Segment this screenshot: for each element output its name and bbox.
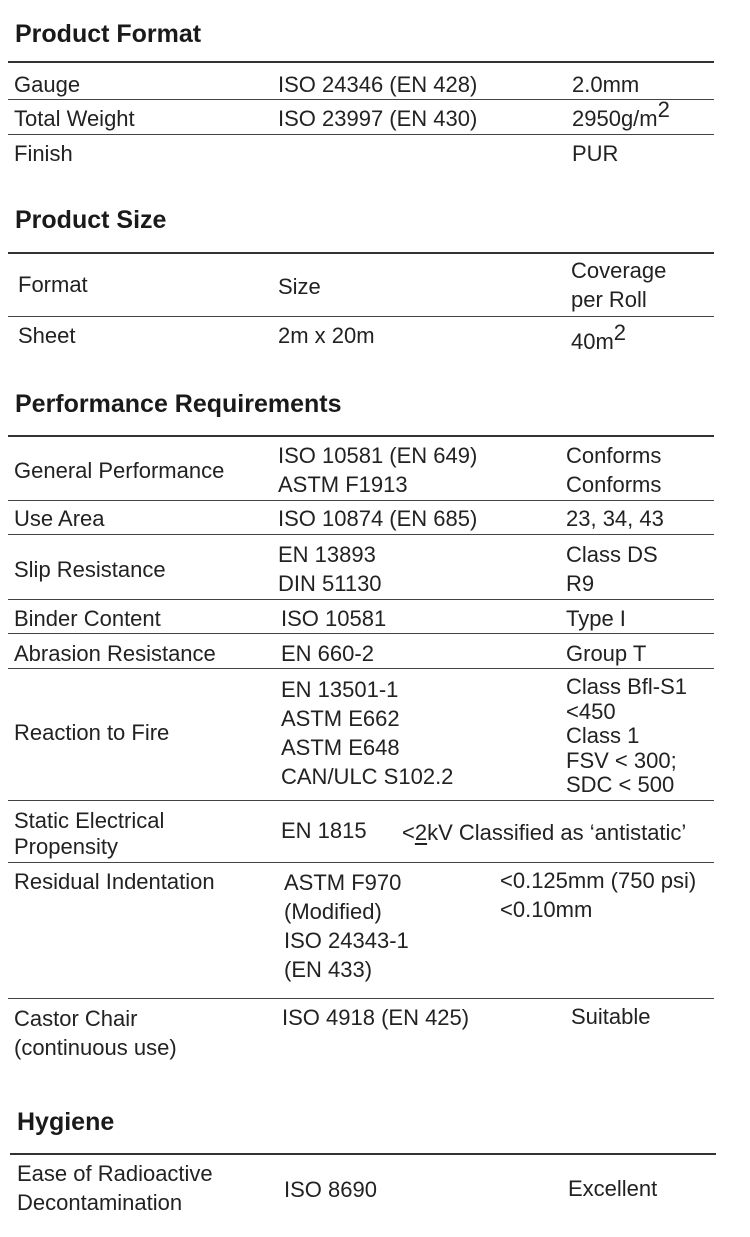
standard-item: DIN 51130 <box>278 571 382 596</box>
standard-item: EN 13893 <box>278 542 376 567</box>
superscript: 2 <box>613 320 627 345</box>
value-item: Class Bfl-S1 <box>566 674 688 699</box>
value-item: <0.10mm <box>500 897 593 922</box>
standard-list <box>281 675 453 791</box>
property-label: Gauge <box>14 72 81 97</box>
divider <box>8 99 714 100</box>
value-label: Type I <box>566 606 626 631</box>
standard-label: EN 1815 <box>281 818 367 843</box>
property-line: Static Electrical <box>14 808 165 833</box>
hygiene-heading: Hygiene <box>17 1108 115 1136</box>
property-label: Reaction to Fire <box>14 720 170 745</box>
standard-item: (EN 433) <box>284 957 373 982</box>
product-size-heading: Product Size <box>15 206 167 234</box>
value-item: Conforms <box>566 443 662 468</box>
value-list <box>566 441 661 499</box>
column-header-coverage <box>571 256 666 314</box>
property-label <box>14 808 164 860</box>
property-line: (continuous use) <box>14 1035 177 1060</box>
value-item: <450 <box>566 698 616 724</box>
standard-label: EN 660-2 <box>281 641 374 666</box>
value-label: PUR <box>572 141 619 166</box>
divider <box>8 599 714 600</box>
divider <box>8 633 714 634</box>
divider <box>8 61 714 63</box>
divider <box>8 534 714 535</box>
value-underlined: 2 <box>414 820 428 845</box>
divider <box>8 800 714 801</box>
divider <box>8 862 714 863</box>
standard-list <box>278 540 382 598</box>
property-label <box>17 1159 213 1217</box>
standard-item: ISO 24343-1 <box>284 928 409 953</box>
value-item: Class 1 <box>566 723 640 748</box>
value-label: 2.0mm <box>572 72 640 97</box>
property-label: Slip Resistance <box>14 557 166 582</box>
value-label: 23, 34, 43 <box>566 506 664 531</box>
standard-item: CAN/ULC S102.2 <box>281 764 454 789</box>
value-list <box>566 540 658 598</box>
standard-label: ISO 23997 (EN 430) <box>278 106 478 131</box>
standard-item: ASTM F1913 <box>278 472 408 497</box>
standard-list <box>278 441 477 499</box>
value-text: 2950g/m <box>572 106 658 131</box>
format-value: Sheet <box>18 323 76 348</box>
header-line: Coverage <box>571 258 667 283</box>
header-line: per Roll <box>571 287 647 312</box>
standard-label: ISO 10874 (EN 685) <box>278 506 478 531</box>
divider <box>8 252 714 254</box>
property-line: Propensity <box>14 834 118 859</box>
property-label: General Performance <box>14 458 225 483</box>
property-line: Ease of Radioactive <box>17 1161 213 1186</box>
standard-item: (Modified) <box>284 899 382 924</box>
value-text: 40m <box>571 329 614 354</box>
value-item: Class DS <box>566 542 658 567</box>
divider <box>10 1153 716 1155</box>
performance-heading: Performance Requirements <box>15 390 342 418</box>
standard-item: ASTM F970 <box>284 870 402 895</box>
value-item: Conforms <box>566 472 662 497</box>
standard-list <box>284 868 409 984</box>
divider <box>8 316 714 317</box>
property-label: Finish <box>14 141 73 166</box>
value-list <box>500 866 696 924</box>
value-label <box>572 97 670 133</box>
property-label <box>14 1004 177 1062</box>
standard-item: EN 13501-1 <box>281 677 399 702</box>
property-line: Decontamination <box>17 1190 183 1215</box>
value-rest: kV Classified as ‘antistatic’ <box>427 820 687 845</box>
standard-label: ISO 8690 <box>284 1177 377 1202</box>
divider <box>8 500 714 501</box>
standard-label: ISO 24346 (EN 428) <box>278 72 478 97</box>
value-prefix: < <box>402 820 415 845</box>
value-label: Suitable <box>571 1004 651 1029</box>
value-label <box>402 819 686 847</box>
standard-item: ASTM E662 <box>281 706 400 731</box>
value-label: Group T <box>566 641 647 666</box>
value-item: R9 <box>566 571 595 596</box>
value-label: Excellent <box>568 1176 658 1201</box>
value-item: <0.125mm (750 psi) <box>500 868 697 893</box>
property-label: Residual Indentation <box>14 869 215 894</box>
value-item: FSV < 300; <box>566 747 677 773</box>
divider <box>8 134 714 135</box>
divider <box>8 998 714 999</box>
standard-label: ISO 10581 <box>281 606 387 631</box>
size-value: 2m x 20m <box>278 323 375 348</box>
standard-item: ISO 10581 (EN 649) <box>278 443 478 468</box>
property-label: Use Area <box>14 506 105 531</box>
standard-label: ISO 4918 (EN 425) <box>282 1005 470 1030</box>
standard-item: ASTM E648 <box>281 735 400 760</box>
property-line: Castor Chair <box>14 1006 138 1031</box>
value-item: SDC < 500 <box>566 772 675 797</box>
product-format-heading: Product Format <box>15 20 202 48</box>
superscript: 2 <box>657 97 670 122</box>
column-header-size: Size <box>278 274 321 299</box>
property-label: Total Weight <box>14 106 135 131</box>
divider <box>8 435 714 437</box>
property-label: Binder Content <box>14 606 161 631</box>
value-list <box>566 675 687 798</box>
divider <box>8 668 714 669</box>
property-label: Abrasion Resistance <box>14 641 216 666</box>
coverage-value <box>571 320 627 356</box>
column-header-format: Format <box>18 272 88 297</box>
